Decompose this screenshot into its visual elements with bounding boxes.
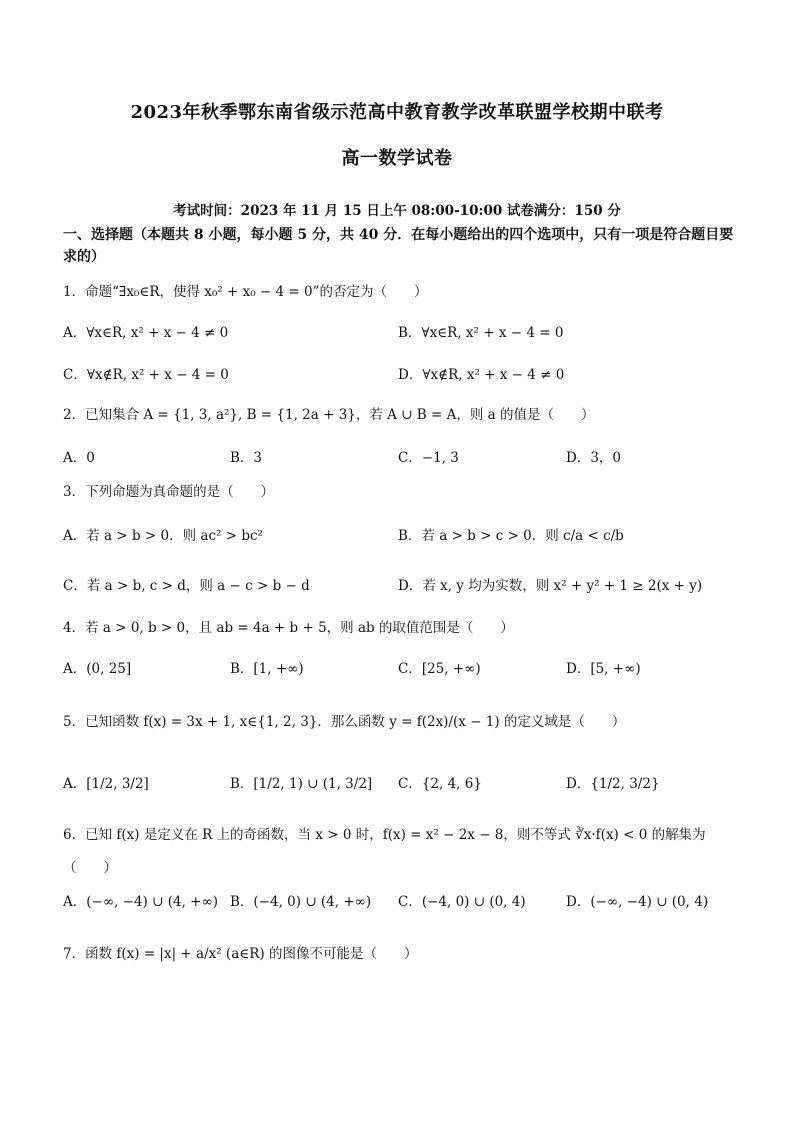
question-6-option-c: C．(−4, 0) ∪ (0, 4): [398, 894, 526, 910]
question-7-stem: 7．函数 f(x) = |x| + a/x² (a∈R) 的图像不可能是（ ）: [63, 946, 418, 962]
question-2-option-c: C．−1, 3: [398, 450, 459, 466]
question-1-stem: 1．命题“∃x₀∈R，使得 x₀² + x₀ − 4 = 0”的否定为（ ）: [63, 284, 428, 300]
question-4-stem: 4．若 a > 0, b > 0，且 ab = 4a + b + 5，则 ab 的取值范围是（ ）: [63, 620, 514, 636]
question-2-option-d: D．3，0: [566, 450, 622, 466]
question-2-stem: 2．已知集合 A = {1, 3, a²}, B = {1, 2a + 3}，若 A ∪ B = A，则 a 的值是（ ）: [63, 407, 595, 423]
question-3-stem: 3．下列命题为真命题的是（ ）: [63, 484, 275, 500]
question-6-option-b: B．(−4, 0) ∪ (4, +∞): [230, 894, 372, 910]
question-6-stem: 6．已知 f(x) 是定义在 R 上的奇函数，当 x > 0 时，f(x) = x² − 2x − 8，则不等式 ∛x·f(x) < 0 的解集为: [63, 827, 706, 843]
question-5-option-c: C．{2, 4, 6}: [398, 776, 482, 792]
exam-meta: 考试时间：2023 年 11 月 15 日上午 08:00-10:00 试卷满分：150 分: [173, 203, 621, 219]
question-4-option-a: A．(0, 25]: [63, 661, 132, 677]
question-1-option-c: C．∀x∉R, x² + x − 4 = 0: [63, 367, 229, 383]
question-5-option-a: A．[1/2, 3/2]: [63, 776, 149, 792]
question-1-option-a: A．∀x∈R, x² + x − 4 ≠ 0: [63, 325, 229, 341]
question-3-option-d: D．若 x, y 均为实数，则 x² + y² + 1 ≥ 2(x + y): [398, 578, 703, 594]
exam-subtitle: 高一数学试卷: [341, 148, 453, 169]
exam-title: 2023年秋季鄂东南省级示范高中教育教学改革联盟学校期中联考: [130, 102, 664, 123]
section-heading: 一、选择题（本题共 8 小题，每小题 5 分，共 40 分．在每小题给出的四个选项中，只有一项是符合题目要求的）: [63, 227, 734, 265]
question-4-option-d: D．[5, +∞): [566, 661, 641, 677]
question-3-option-b: B．若 a > b > c > 0．则 c/a < c/b: [398, 528, 624, 544]
question-1-option-d: D．∀x∉R, x² + x − 4 ≠ 0: [398, 367, 565, 383]
question-5-option-b: B．[1/2, 1) ∪ (1, 3/2]: [230, 776, 373, 792]
question-5-stem: 5．已知函数 f(x) = 3x + 1, x∈{1, 2, 3}．那么函数 y = f(2x)/(x − 1) 的定义域是（ ）: [63, 714, 626, 730]
question-2-option-b: B．3: [230, 450, 263, 466]
question-1-option-b: B．∀x∈R, x² + x − 4 = 0: [398, 325, 564, 341]
question-6-option-d: D．(−∞, −4) ∪ (0, 4): [566, 894, 709, 910]
question-6-stem-continued: （ ）: [63, 860, 117, 876]
question-6-option-a: A．(−∞, −4) ∪ (4, +∞): [63, 894, 218, 910]
question-3-option-a: A．若 a > b > 0．则 ac² > bc²: [63, 528, 263, 544]
question-4-option-c: C．[25, +∞): [398, 661, 481, 677]
question-2-option-a: A．0: [63, 450, 95, 466]
question-3-option-c: C．若 a > b, c > d，则 a − c > b − d: [63, 578, 310, 594]
question-5-option-d: D．{1/2, 3/2}: [566, 776, 660, 792]
question-4-option-b: B．[1, +∞): [230, 661, 304, 677]
